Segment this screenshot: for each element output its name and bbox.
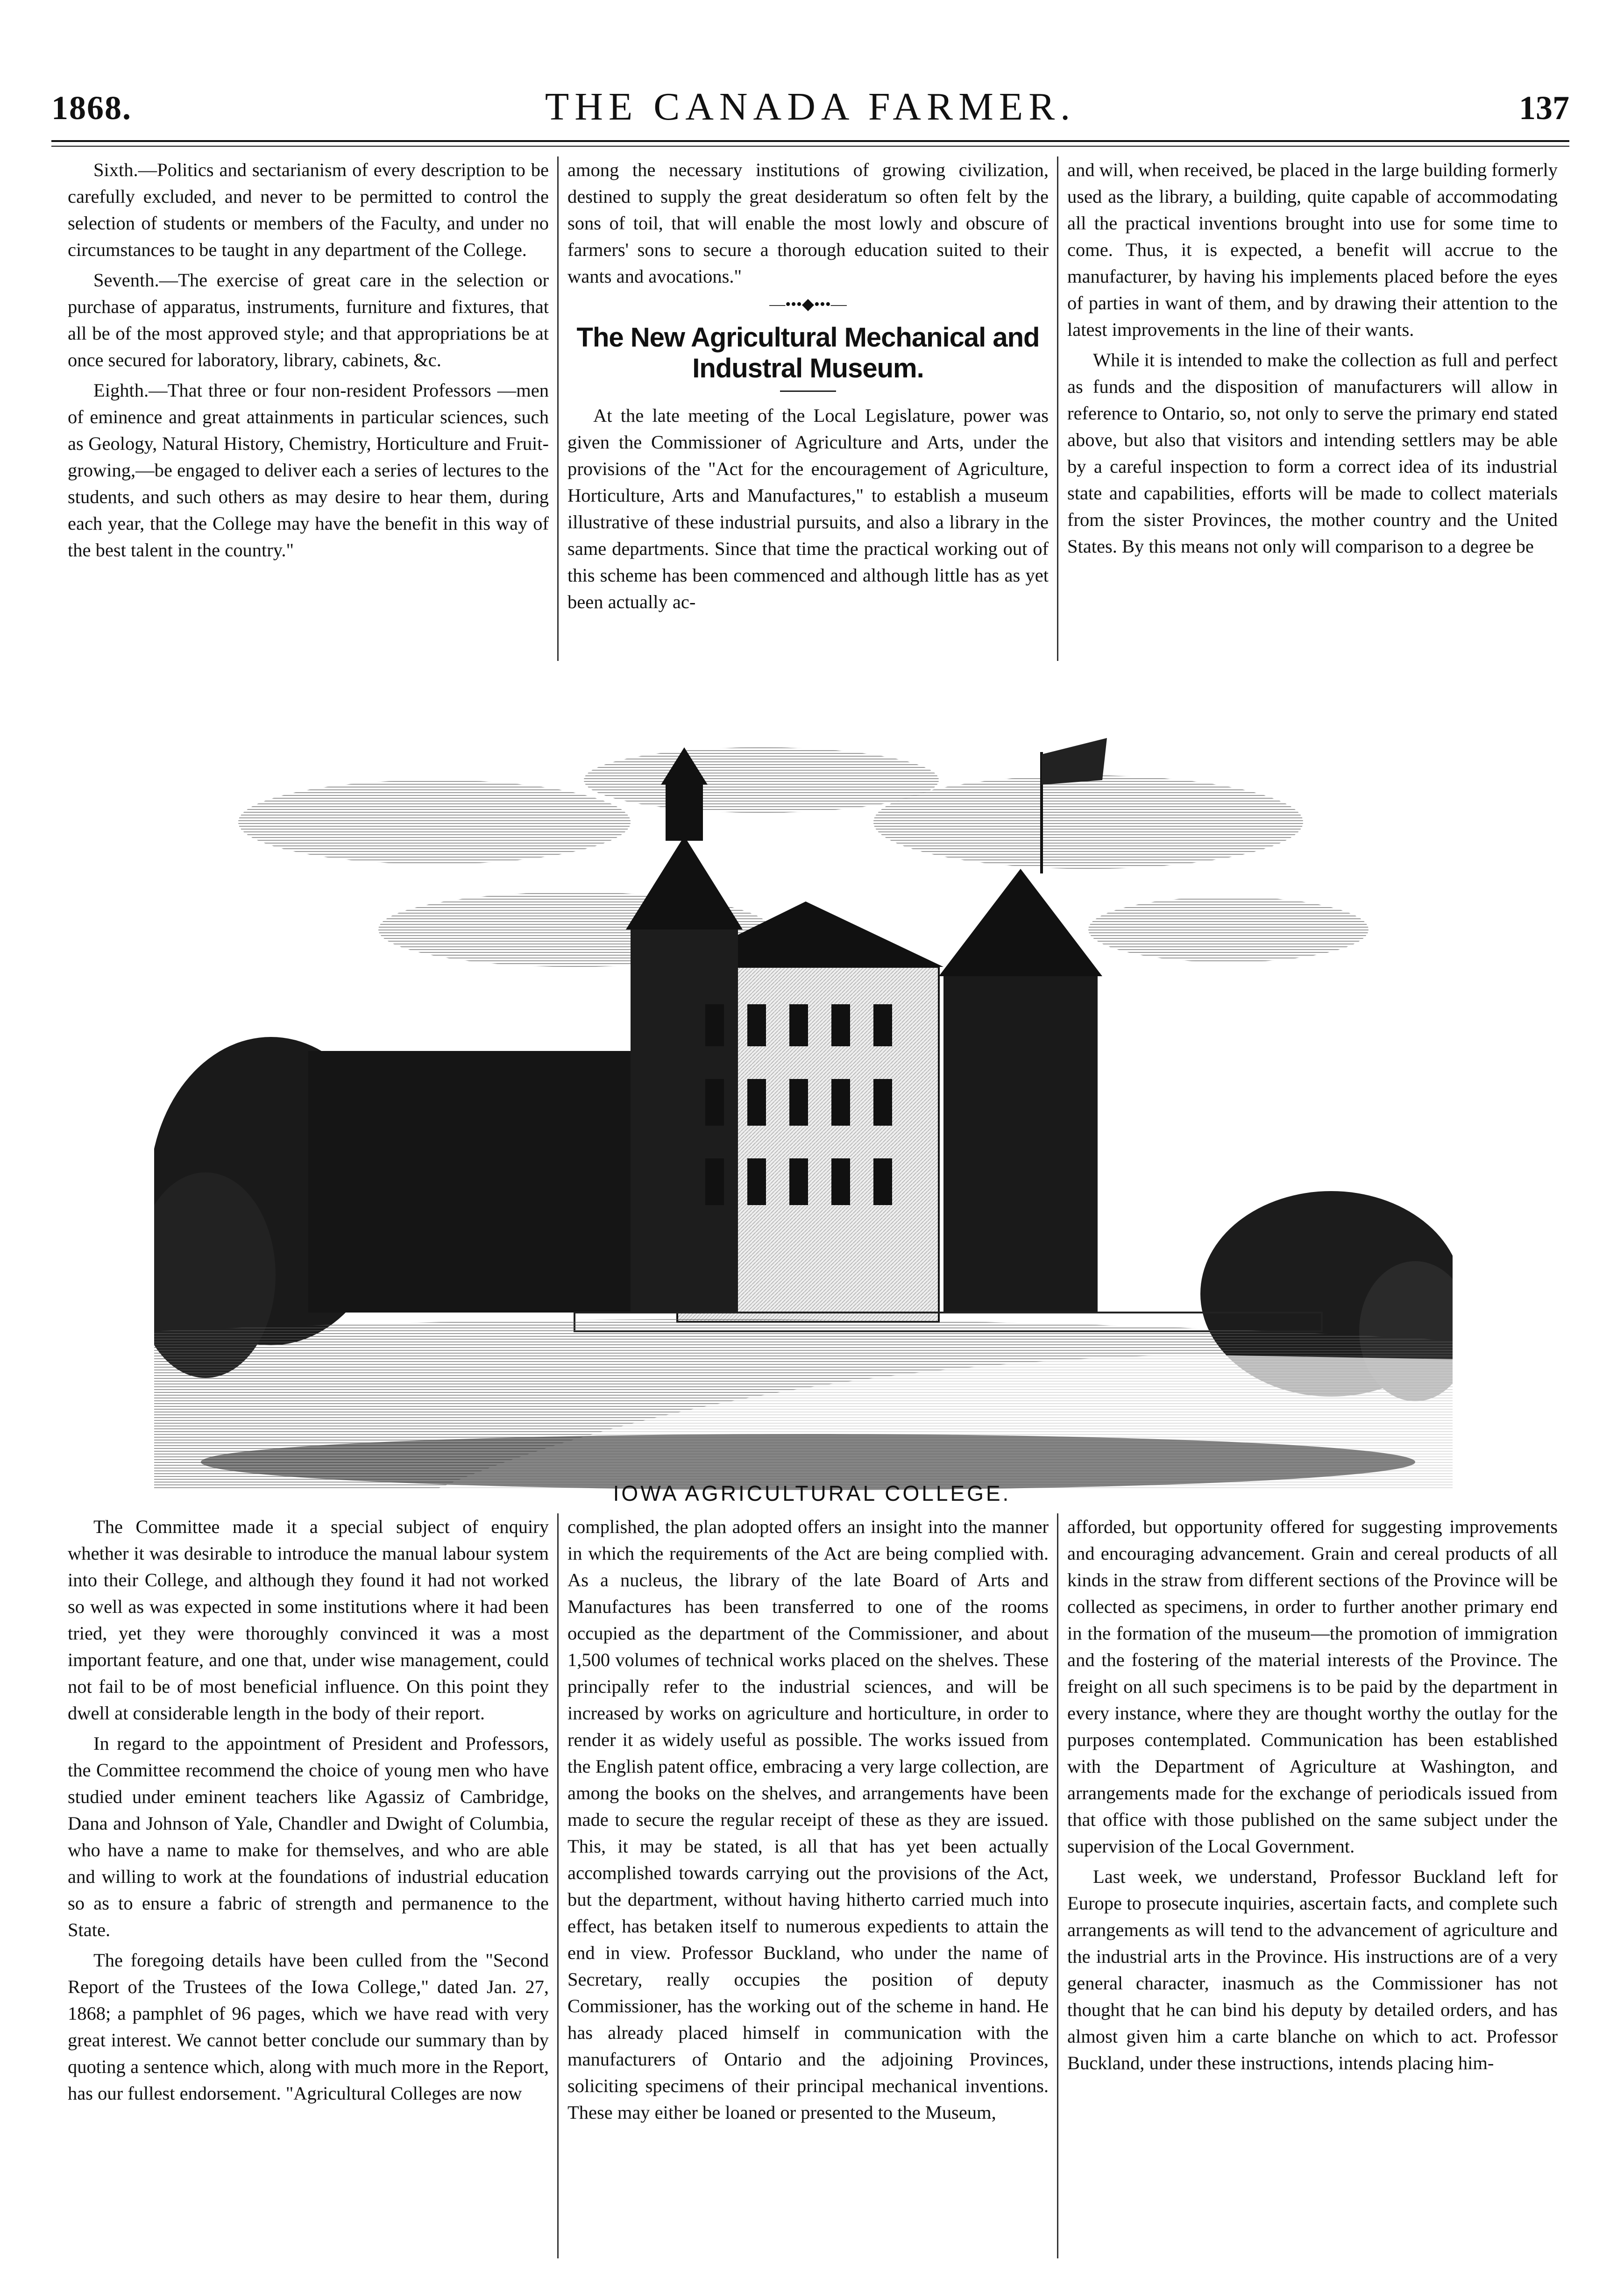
- column-3-bottom: [1067, 1513, 1558, 2261]
- header-year: 1868.: [51, 89, 132, 127]
- paragraph: among the necessary institutions of growing civilization, destined to supply the great desideratum so often felt by the sons of toil, that will enable the most lowly and obscure of farmers' sons to secure a thorough education suited to their wants and avocations.": [567, 159, 1049, 287]
- paragraph: afforded, but opportunity offered for suggesting improvements and encouraging advancement. Grain and cereal products of all kinds in the straw from different sections of the Province will be collected as specimens, in order to further another primary end in the formation of the museum—the promotion of immigration and the fostering of the material interests of the Province. The freight on all such specimens is to be paid by the department in every instance, where they are thought worthy the outlay for the purposes contemplated. Communication has been established with the Department of Agriculture at Washington, and arrangements made for the exchange of periodicals issued from that office with those published on the same subject under the supervision of the Local Government.: [1067, 1516, 1558, 1857]
- column-1-top: [68, 156, 549, 663]
- section-ornament: —•••◆•••—: [769, 296, 847, 313]
- column-1-bottom: [68, 1513, 549, 2261]
- column-2-top: [567, 156, 1049, 663]
- page-header: [51, 79, 1569, 135]
- masthead-title: THE CANADA FARMER.: [545, 85, 1076, 128]
- paragraph: Sixth.—Politics and sectarianism of every description to be carefully excluded, and never to be permitted to control the selection of students or members of the Faculty, and under no circumstances to be taught in any department of the College.: [68, 159, 549, 260]
- paragraph: and will, when received, be placed in the large building formerly used as the library, a building, quite capable of accommodating all the practical inventions brought into use for some time to come. Thus, it is expected, a benefit will accrue to the manufacturer, by having his implements placed before the eyes of parties in want of them, and by drawing their attention to the latest improvements in the line of their wants.: [1067, 159, 1558, 340]
- illustration-caption: IOWA AGRICULTURAL COLLEGE.: [613, 1481, 1011, 1505]
- paragraph: The foregoing details have been culled from the "Second Report of the Trustees of the Iowa College," dated Jan. 27, 1868; a pamphlet of 96 pages, which we have read with very great interest. We cannot better conclude our summary than by quoting a sentence which, along with much more in the Report, has our fullest endorsement. "Agricultural Colleges are now: [68, 1950, 549, 2104]
- paragraph: Seventh.—The exercise of great care in the selection or purchase of apparatus, instruments, furniture and fixtures, that all be of the most approved style; and that appropriations be at once secured for laboratory, library, cabinets, &c.: [68, 270, 549, 370]
- page-number: 137: [1519, 89, 1569, 127]
- column-divider: [557, 156, 559, 661]
- column-2-bottom: [567, 1513, 1049, 2261]
- header-rule-thick: [51, 140, 1569, 142]
- column-divider: [1057, 1513, 1058, 2258]
- paragraph: complished, the plan adopted offers an insight into the manner in which the requirements of the Act are being complied with. As a nucleus, the library of the late Board of Arts and Manufactures has been transferred to one of the rooms occupied as the department of the Commissioner, and about 1,500 volumes of technical works placed on the shelves. These principally refer to the industrial sciences, and will be increased by works on agriculture and horticulture, in order to render it as widely useful as possible. The works issued from the English patent office, embracing a very large collection, are among the books on the shelves, and arrangements have been made to secure the regular receipt of these as they are issued. This, it may be stated, is all that has yet been actually accomplished towards carrying out the provisions of the Act, but the department, without having hitherto carried much into effect, has betaken itself to numerous expedients to attain the end in view. Professor Buckland, who under the name of Secretary, really occupies the position of deputy Commissioner, has the working out of the scheme in hand. He has already placed himself in communication with the manufacturers of Ontario and the adjoining Provinces, soliciting specimens of their principal mechanical inventions. These may either be loaned or presented to the Museum,: [567, 1516, 1049, 2123]
- college-engraving: [154, 668, 1453, 1490]
- paragraph: In regard to the appointment of President and Professors, the Committee recommend the choice of young men who have studied under eminent teachers like Agassiz of Cambridge, Dana and Johnson of Yale, Chandler and Dwight of Columbia, who have a name to make for themselves, and who are able and willing to work at the foundations of industrial education so as to ensure a fabric of strength and permanence to the State.: [68, 1733, 549, 1940]
- column-3-top: [1067, 156, 1558, 663]
- header-rule-thin: [51, 146, 1569, 147]
- column-divider: [1057, 156, 1058, 661]
- column-divider: [557, 1513, 559, 2258]
- fence-and-lawn: [154, 1313, 1453, 1490]
- title-rule: [780, 390, 836, 392]
- paragraph: The Committee made it a special subject of enquiry whether it was desirable to introduce the manual labour system into their College, and although they found it had not worked so well as was expected in some institutions where it had been tried, yet they were thoroughly convinced it was a most important feature, and one that, under wise management, could not fail to be of most beneficial influence. On this point they dwell at considerable length in the body of their report.: [68, 1516, 549, 1724]
- paragraph: Last week, we understand, Professor Buckland left for Europe to prosecute inquiries, ascertain facts, and complete such arrangements as will tend to the advancement of agriculture and the industrial arts in the Province. His instructions are of a very general character, inasmuch as the Commissioner has not thought that he can bind his deputy by detailed orders, and has almost given him a carte blanche on which to act. Professor Buckland, under these instructions, intends placing him-: [1067, 1866, 1558, 2073]
- paragraph: At the late meeting of the Local Legislature, power was given the Commissioner of Agriculture and Arts, under the provisions of the "Act for the encouragement of Agriculture, Horticulture, Arts and Manufactures," to establish a museum illustrative of these industrial pursuits, and also a library in the same departments. Since that time the practical working out of this scheme has been commenced and although little has as yet been actually ac-: [567, 405, 1049, 612]
- paragraph: While it is intended to make the collection as full and perfect as funds and the disposition of manufacturers will allow in reference to Ontario, so, not only to serve the primary end stated above, but also that visitors and intending settlers may be able by a careful inspection to form a correct idea of its industrial state and capabilities, efforts will be made to collect materials from the sister Provinces, the mother country and the United States. By this means not only will comparison to a degree be: [1067, 349, 1558, 557]
- paragraph: Eighth.—That three or four non-resident Professors —men of eminence and great attainments in particular sciences, such as Geology, Natural History, Chemistry, Horticulture and Fruit-growing,—be engaged to deliver each a series of lectures to the students, and such others as may desire to hear them, during each year, that the College may have the benefit in this way of the best talent in the country.": [68, 380, 549, 561]
- article-title: The New Agricultural Mechanical and Industral Museum.: [576, 322, 1040, 383]
